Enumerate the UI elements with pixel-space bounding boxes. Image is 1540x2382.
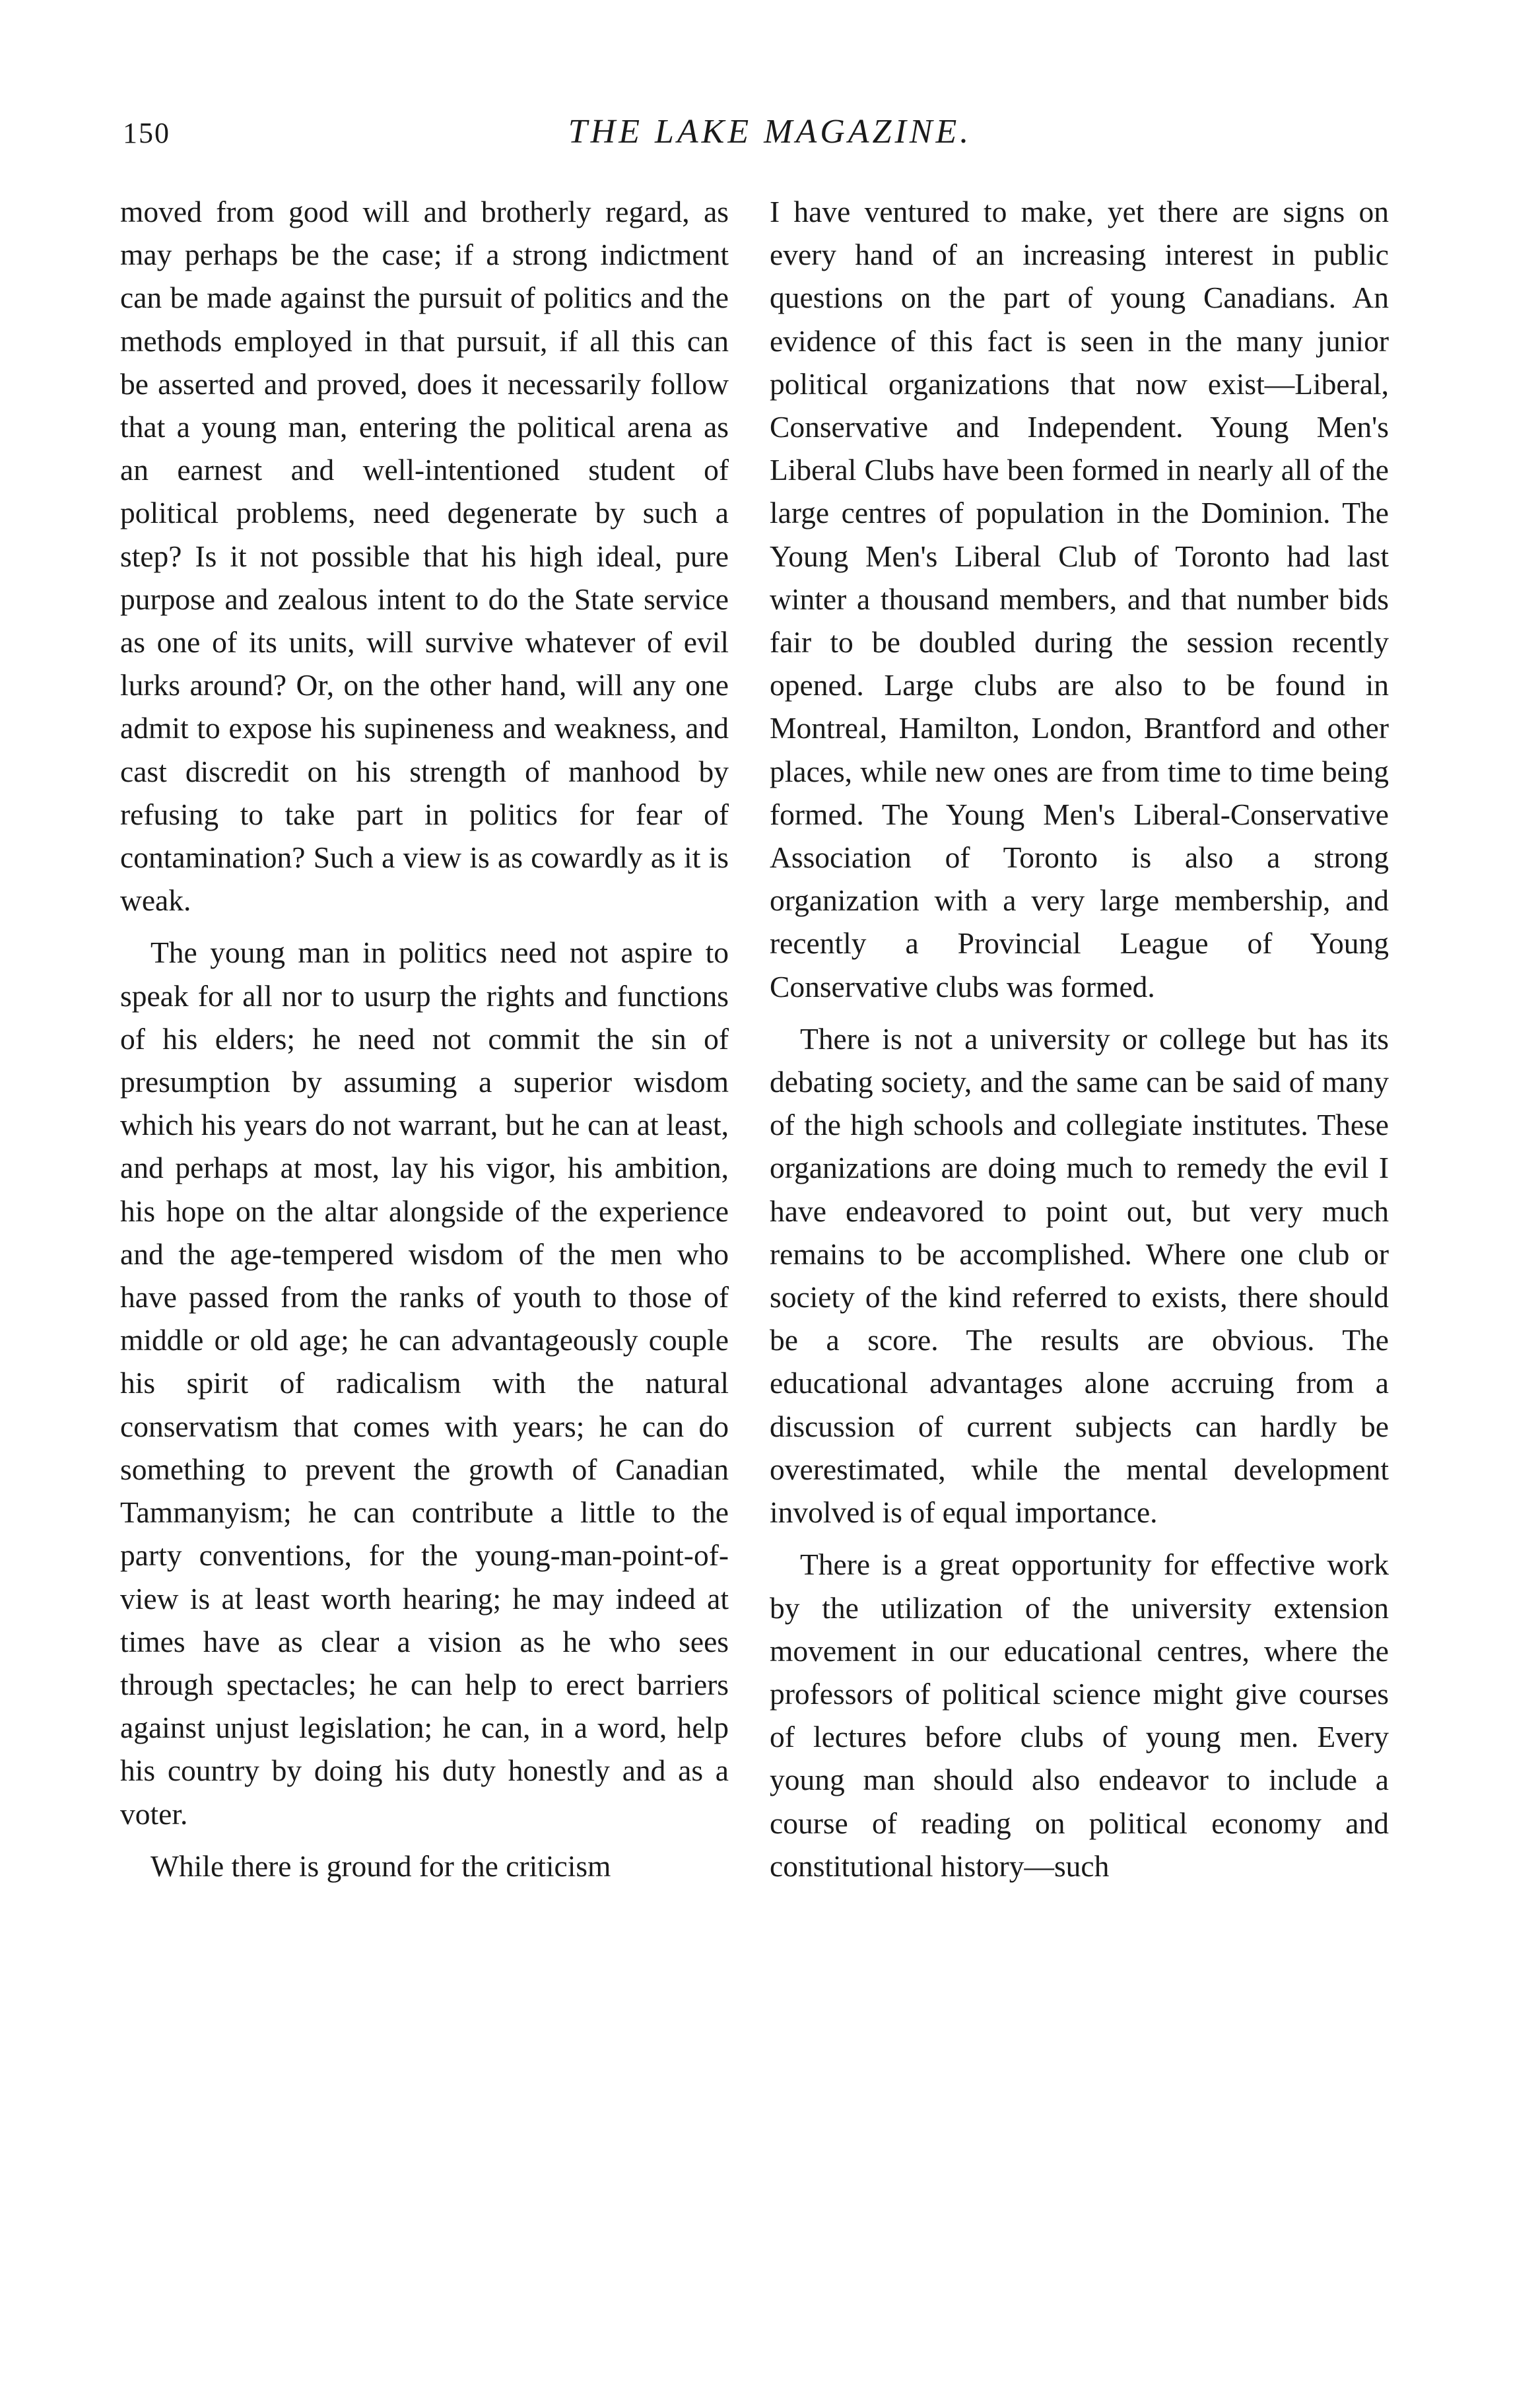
left-paragraph-3: While there is ground for the criticism <box>151 1849 611 1883</box>
right-column <box>770 190 1389 1888</box>
page-number: 150 <box>123 117 170 149</box>
right-paragraph-1: I have ventured to make, yet there are signs on every hand of an increasing interest in public questions on the part of young Canadians. An evidence of this fact is seen in the many junior political organizations that now exist—Liberal, Conservative and Independent. Young Men's Liberal Clubs have been formed in nearly all of the large centres of population in the Dominion. The Young Men's Liberal Club of Toronto had last winter a thousand members, and that number bids fair to be doubled during the session recently opened. Large clubs are also to be found in Montreal, Hamilton, London, Brantford and other places, while new ones are from time to time being formed. The Young Men's Liberal-Conservative Association of Toronto is also a strong organization with a very large membership, and recently a Provincial League of Young Conservative clubs was formed. <box>770 195 1389 1004</box>
right-paragraph-3: There is a great opportunity for effective work by the utilization of the university extension movement in our educational centres, where the professors of political science might give courses of lectures before clubs of young men. Every young man should also endeavor to include a course of reading on political economy and constitutional history—such <box>770 1548 1389 1883</box>
running-head-title: THE LAKE MAGAZINE. <box>568 113 972 151</box>
left-paragraph-2: The young man in politics need not aspire to speak for all nor to usurp the rights and functions of his elders; he need not commit the sin of presumption by assuming a superior wisdom which his years do not warrant, but he can at least, and perhaps at most, lay his vigor, his ambition, his hope on the altar alongside of the experience and the age-tempered wisdom of the men who have passed from the ranks of youth to those of middle or old age; he can advantageously couple his spirit of radicalism with the natural conservatism that comes with years; he can do something to prevent the growth of Canadian Tammanyism; he can contribute a little to the party conventions, for the young-man-point-of-view is at least worth hearing; he may indeed at times have as clear a vision as he who sees through spectacles; he can help to erect barriers against unjust legislation; he can, in a word, help his country by doing his duty honestly and as a voter. <box>120 936 729 1831</box>
left-paragraph-1: moved from good will and brotherly regard, as may perhaps be the case; if a strong indictment can be made against the pursuit of politics and the methods employed in that pursuit, if all this can be asserted and proved, does it necessarily follow that a young man, entering the political arena as an earnest and well-intentioned student of political problems, need degenerate by such a step? Is it not possible that his high ideal, pure purpose and zealous intent to do the State service as one of its units, will survive whatever of evil lurks around? Or, on the other hand, will any one admit to expose his supineness and weakness, and cast discredit on his strength of manhood by refusing to take part in politics for fear of contamination? Such a view is as cowardly as it is weak. <box>120 195 729 918</box>
left-column <box>120 190 729 1888</box>
right-paragraph-2: There is not a university or college but has its debating society, and the same can be said of many of the high schools and collegiate institutes. These organizations are doing much to remedy the evil I have endeavored to point out, but very much remains to be accomplished. Where one club or society of the kind referred to exists, there should be a score. The results are obvious. The educational advantages alone accruing from a discussion of current subjects can hardly be overestimated, while the mental development involved is of equal importance. <box>770 1021 1389 1530</box>
